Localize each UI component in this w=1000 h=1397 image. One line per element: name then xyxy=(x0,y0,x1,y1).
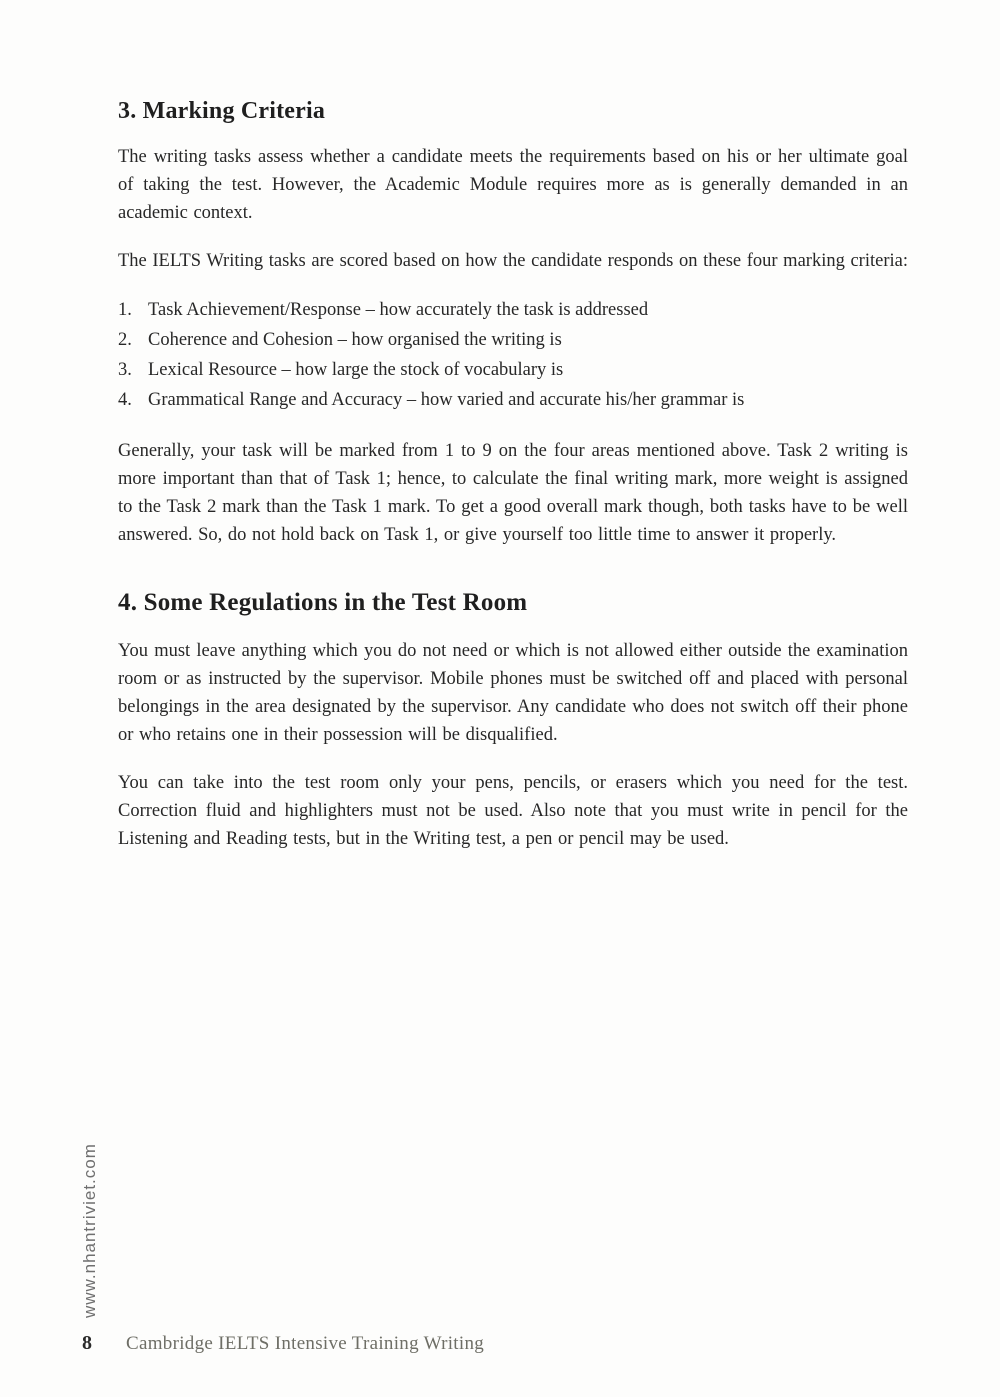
list-item-number: 1. xyxy=(118,300,132,320)
list-item-text: Lexical Resource – how large the stock of vocabulary is xyxy=(148,360,564,380)
list-item xyxy=(118,355,908,385)
criteria-list xyxy=(118,295,908,415)
list-item-number: 2. xyxy=(118,330,132,350)
list-item xyxy=(118,325,908,355)
section-heading-marking-criteria: 3. Marking Criteria xyxy=(118,98,326,124)
section-test-room-regulations xyxy=(118,589,908,853)
page-content xyxy=(118,98,908,873)
page-footer xyxy=(82,1332,484,1355)
list-item-text: Coherence and Cohesion – how organised the writing is xyxy=(148,330,562,350)
list-item-number: 4. xyxy=(118,390,132,410)
paragraph-regulations-stationery: You can take into the test room only your pens, pencils, or erasers which you need for the test. Correction fluid and highlighters must not be used. Also note that you must write in pencil for the Listening and Reading tests, but in the Writing test, a pen or pencil may be used. xyxy=(118,773,908,849)
footer-book-title: Cambridge IELTS Intensive Training Writing xyxy=(126,1333,485,1354)
paragraph-marking-detail: Generally, your task will be marked from 1 to 9 on the four areas mentioned above. Task 2 writing is more important than that of Task 1; hence, to calculate the final writing mark, more weight is assigned to the Task 2 mark than the Task 1 mark. To get a good overall mark though, both tasks have to be well answered. So, do not hold back on Task 1, or give yourself too little time to answer it properly. xyxy=(118,441,908,545)
paragraph-regulations-belongings: You must leave anything which you do not need or which is not allowed either outside the examination room or as instructed by the supervisor. Mobile phones must be switched off and placed with personal belongings in the area designated by the supervisor. Any candidate who does not switch off their phone or who retains one in their possession will be disqualified. xyxy=(118,641,908,745)
section-heading-regulations: 4. Some Regulations in the Test Room xyxy=(118,589,528,616)
list-item-number: 3. xyxy=(118,360,132,380)
list-item-text: Task Achievement/Response – how accurately the task is addressed xyxy=(148,300,649,320)
watermark-website: www.nhantriviet.com xyxy=(80,1143,99,1318)
page-number: 8 xyxy=(82,1332,92,1354)
list-item xyxy=(118,385,908,415)
list-item xyxy=(118,295,908,325)
paragraph-marking-intro: The writing tasks assess whether a candidate meets the requirements based on his or her ultimate goal of taking the test. However, the Academic Module requires more as is generally demanded in an academic context. xyxy=(118,147,908,223)
paragraph-scoring-intro: The IELTS Writing tasks are scored based on how the candidate responds on these four marking criteria: xyxy=(118,251,908,271)
list-item-text: Grammatical Range and Accuracy – how varied and accurate his/her grammar is xyxy=(148,390,745,410)
section-marking-criteria xyxy=(118,98,908,549)
